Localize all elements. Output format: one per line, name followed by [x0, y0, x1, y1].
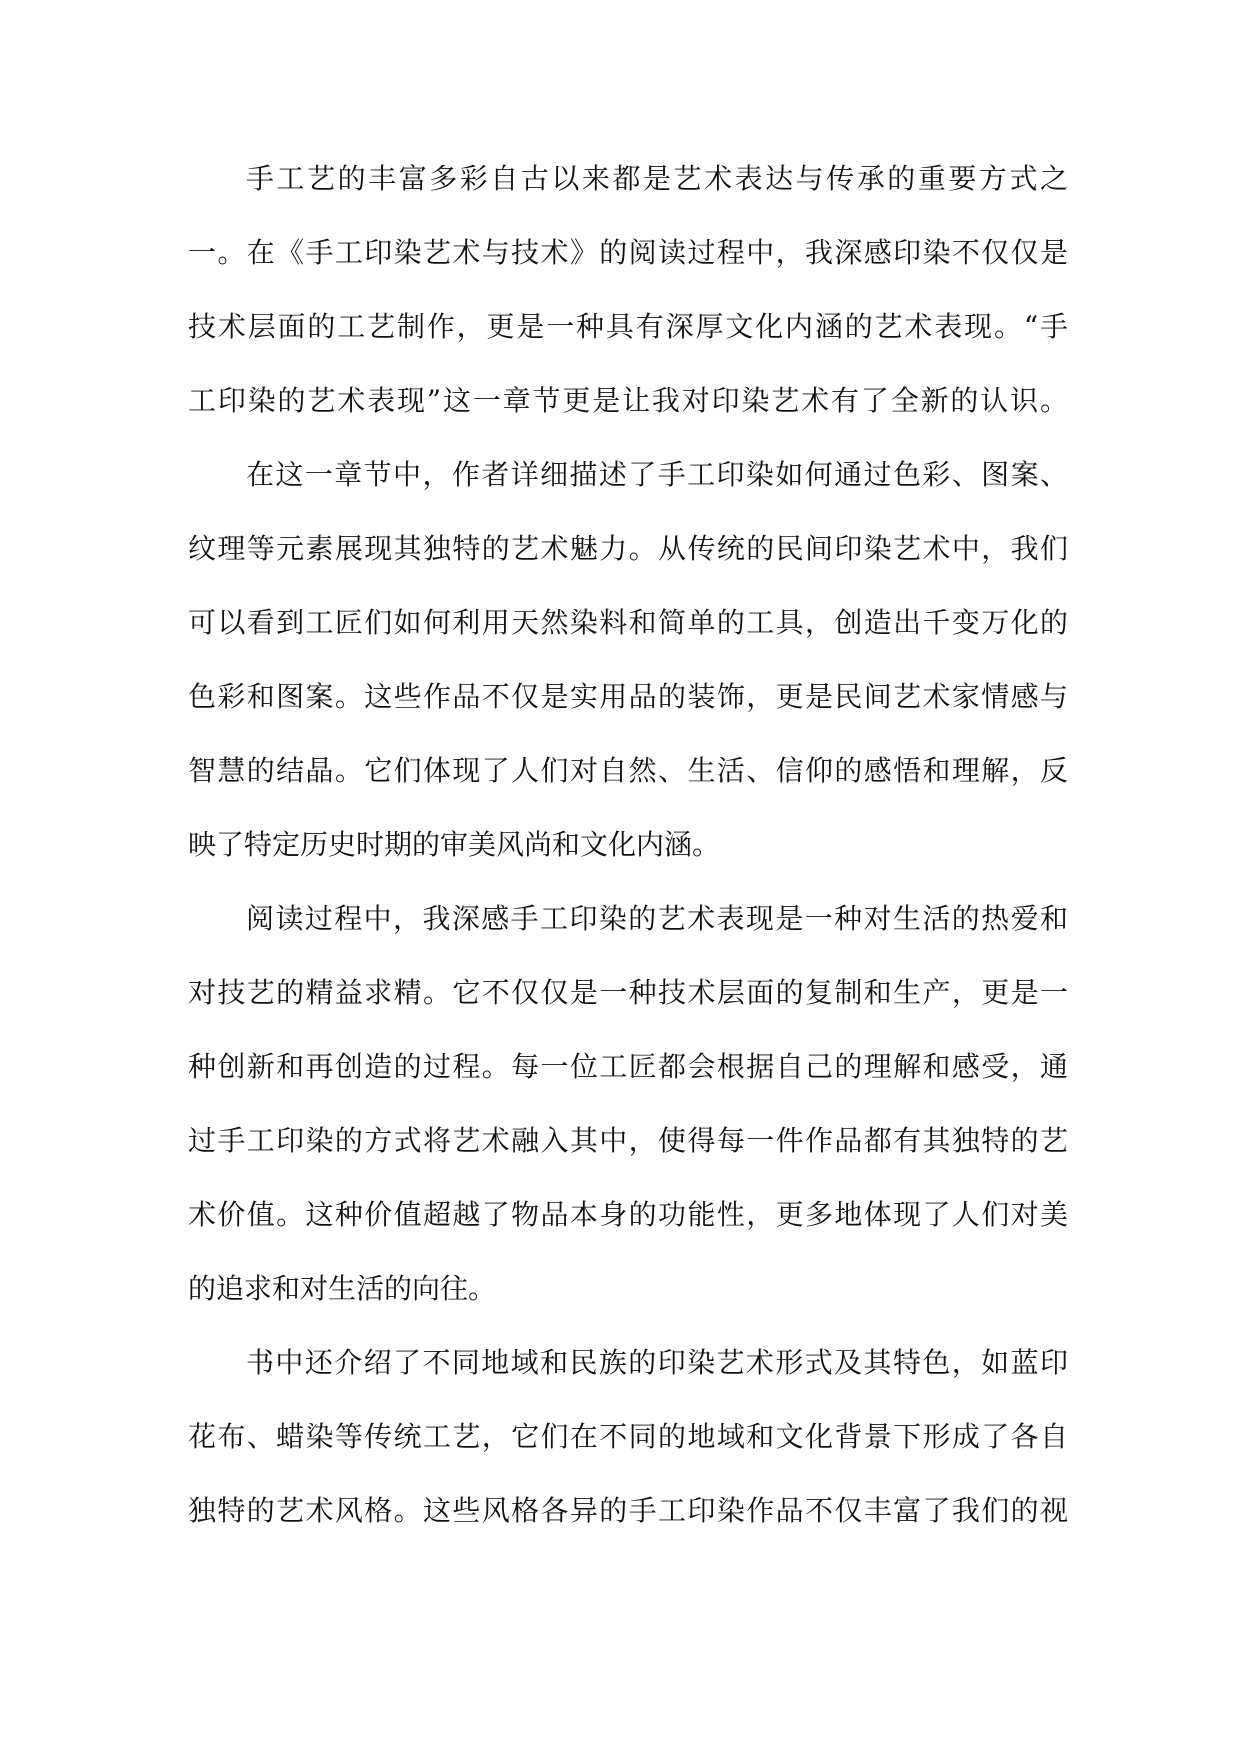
paragraph-2 — [188, 438, 1068, 882]
text-line: 术价值。这种价值超越了物品本身的功能性，更多地体现了人们对美 — [188, 1198, 1068, 1231]
text-line: 花布、蜡染等传统工艺，它们在不同的地域和文化背景下形成了各自 — [188, 1420, 1068, 1453]
text-line: 过手工印染的方式将艺术融入其中，使得每一件作品都有其独特的艺 — [188, 1124, 1068, 1157]
text-line: 对技艺的精益求精。它不仅仅是一种技术层面的复制和生产，更是一 — [188, 976, 1068, 1009]
text-line: 可以看到工匠们如何利用天然染料和简单的工具，创造出千变万化的 — [188, 606, 1068, 639]
text-line: 的追求和对生活的向往。 — [188, 1272, 497, 1305]
paragraph-4 — [188, 1326, 1068, 1548]
text-line: 纹理等元素展现其独特的艺术魅力。从传统的民间印染艺术中，我们 — [188, 532, 1068, 565]
paragraph-1 — [188, 142, 1068, 438]
text-line: 技术层面的工艺制作，更是一种具有深厚文化内涵的艺术表现。“手 — [188, 310, 1068, 343]
text-line: 在这一章节中，作者详细描述了手工印染如何通过色彩、图案、 — [246, 458, 1068, 491]
text-line: 映了特定历史时期的审美风尚和文化内涵。 — [188, 828, 721, 861]
text-line: 工印染的艺术表现”这一章节更是让我对印染艺术有了全新的认识。 — [188, 384, 1068, 417]
text-line: 独特的艺术风格。这些风格各异的手工印染作品不仅丰富了我们的视 — [188, 1494, 1068, 1527]
text-line: 一。在《手工印染艺术与技术》的阅读过程中，我深感印染不仅仅是 — [188, 236, 1068, 269]
text-line: 种创新和再创造的过程。每一位工匠都会根据自己的理解和感受，通 — [188, 1050, 1068, 1083]
paragraph-3 — [188, 882, 1068, 1326]
text-line: 智慧的结晶。它们体现了人们对自然、生活、信仰的感悟和理解，反 — [188, 754, 1068, 787]
body-text — [188, 142, 1068, 1548]
text-line: 手工艺的丰富多彩自古以来都是艺术表达与传承的重要方式之 — [246, 162, 1068, 195]
text-line: 书中还介绍了不同地域和民族的印染艺术形式及其特色，如蓝印 — [246, 1346, 1068, 1379]
text-line: 阅读过程中，我深感手工印染的艺术表现是一种对生活的热爱和 — [246, 902, 1068, 935]
text-line: 色彩和图案。这些作品不仅是实用品的装饰，更是民间艺术家情感与 — [188, 680, 1068, 713]
